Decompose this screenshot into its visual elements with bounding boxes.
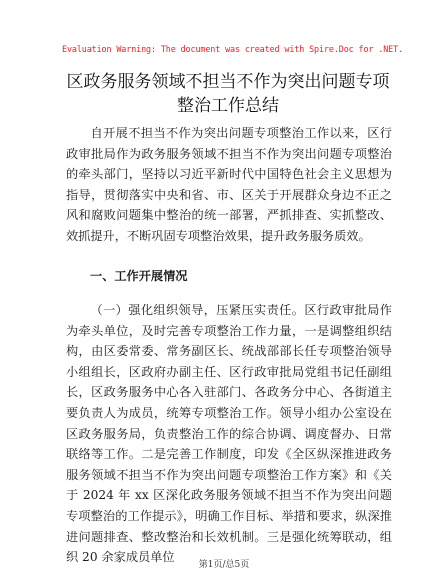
section-heading: 一、工作开展情况 bbox=[90, 269, 188, 283]
evaluation-warning: Evaluation Warning: The document was created with Spire.Doc for .NET. bbox=[62, 44, 404, 54]
document-title: 区政务服务领域不担当不作为突出问题专项整治工作总结 bbox=[66, 72, 390, 116]
page-footer: 第1页/总5页 bbox=[198, 560, 250, 570]
intro-paragraph: 自开展不担当不作为突出问题专项整治工作以来，区行政审批局作为政务服务领域不担当不作为突出问题专项整治的牵头部门，坚持以习近平新时代中国特色社会主义思想为指导，贯彻落实中央和省、市、区关于开展群众身边不正之风和腐败问题集中整治的统一部署，严抓排查、实抓整改、效抓提升，不断巩固专项整治效果，提升政务服务质效。 bbox=[66, 126, 392, 243]
section-paragraph: （一）强化组织领导，压紧压实责任。区行政审批局作为牵头单位，及时完善专项整治工作力量，一是调整组织结构，由区委常委、常务副区长、统战部部长任专项整治领导小组组长，区政府办副主任、区行政审批局党组书记任副组长，区政务服务中心各入驻部门、各政务分中心、各街道主要负责人为成员，统筹专项整治工作。领导小组办公室设在区政务服务局，负责整治工作的综合协调、调度督办、日常联络等工作。二是完善工作制度，印发《全区纵深推进政务服务领域不担当不作为突出问题专项整治工作方案》和《关于 2024 年 xx 区深化政务服务领域不担当不作为突出问题专项整治的工作提示》，明确工作目标、举措和要求，纵深推进问题排查、整改整治和长效机制。三是强化统筹联动，组织 20 余家成员单位 bbox=[66, 303, 392, 565]
